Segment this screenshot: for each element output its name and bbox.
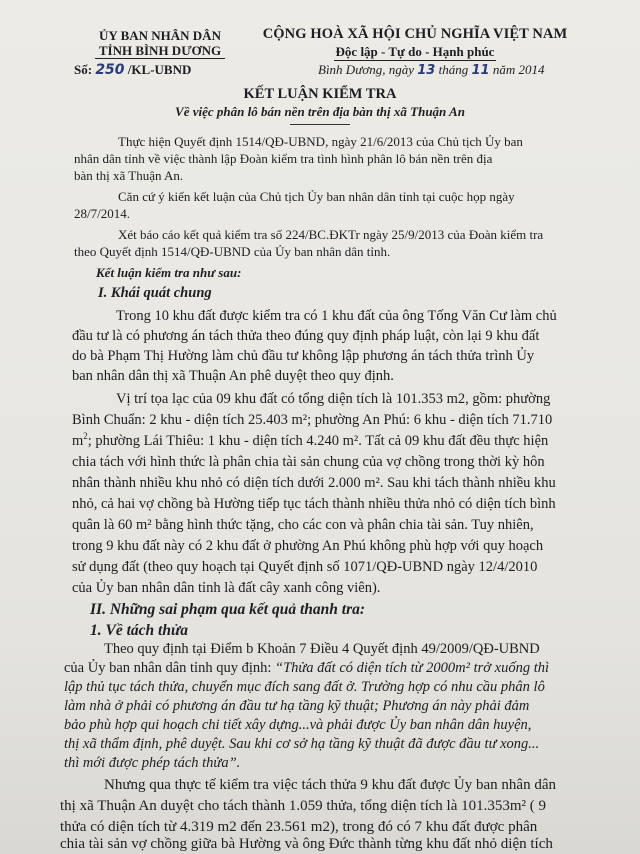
s1p1-line-4: ban nhân dân thị xã Thuận An phê duyệt theo quy định. — [72, 368, 394, 384]
date-month-word: tháng — [438, 62, 469, 77]
s2p2-line-1: Nhưng qua thực tế kiểm tra việc tách thửa 9 khu đất được Ủy ban nhân dân — [104, 777, 556, 793]
document-title: KẾT LUẬN KIỂM TRA — [243, 86, 397, 102]
para-1-line-1: Thực hiện Quyết định 1514/QĐ-UBND, ngày 21/6/2013 của Chủ tịch Ủy ban — [118, 134, 523, 149]
date-day-handwritten: 13 — [417, 63, 436, 78]
national-heading — [250, 26, 580, 61]
date-month-handwritten: 11 — [471, 63, 490, 78]
s1p2-line-4: chia tách với hình thức là phân chia tài sản chung của vợ chồng trong thời kỳ hôn — [72, 454, 545, 470]
s2p1-line-7: thì mới được phép tách thửa”. — [64, 755, 241, 771]
s1p2-line-2: Bình Chuẩn: 2 khu - diện tích 25.403 m²; phường An Phú: 6 khu - diện tích 71.710 — [72, 412, 553, 428]
s1p2-line-7: quân là 60 m² bằng hình thức tặng, cho các con và phân chia tài sản. Tuy nhiên, — [72, 517, 534, 533]
s2p2-line-2: thị xã Thuận An duyệt cho tách thành 1.059 thửa, tổng diện tích là 101.353m² ( 9 — [60, 798, 547, 814]
s2p2-line-3: thửa có diện tích từ 4.319 m2 đến 23.561 m2), trong đó có 7 khu đất được phân — [60, 819, 538, 835]
s2p1-line-3: lập thủ tục tách thửa, chuyển mục đích sang đất ở. Trường hợp có nhu cầu phân lô — [64, 679, 545, 695]
para-3-line-1: Xét báo cáo kết quả kiểm tra số 224/BC.ĐKTr ngày 25/9/2013 của Đoàn kiểm tra — [118, 227, 544, 242]
s1p2-line-1: Vị trí tọa lạc của 09 khu đất có tổng diện tích là 101.353 m2, gồm: phường — [116, 391, 551, 407]
date-prefix: Bình Dương, ngày — [318, 62, 414, 77]
para-2-line-2: 28/7/2014. — [74, 206, 130, 221]
s2p1-line-6: thị xã thẩm định, phê duyệt. Sau khi cơ sở hạ tầng kỹ thuật đã được đầu tư xong... — [64, 736, 540, 752]
document-date — [318, 62, 544, 78]
s2p1-line-4: làm nhà ở phải có phương án đầu tư hạ tầng kỹ thuật; Phương án này phải đảm — [64, 698, 530, 714]
s2p1-line-2: của Ủy ban nhân dân tỉnh quy định: “Thửa đất có diện tích từ 2000m² trở xuống thì — [64, 660, 550, 676]
conclusion-lead: Kết luận kiểm tra như sau: — [96, 265, 242, 280]
nation-name: CỘNG HOÀ XÃ HỘI CHỦ NGHĨA VIỆT NAM — [262, 26, 568, 42]
title-divider — [290, 124, 350, 125]
issuing-agency — [80, 28, 240, 59]
national-motto: Độc lập - Tự do - Hạnh phúc — [335, 44, 495, 59]
document-subtitle: Về việc phân lô bán nền trên địa bàn thị xã Thuận An — [175, 104, 465, 119]
s1p2-line-10: của Ủy ban nhân dân tỉnh là đất cây xanh công viên). — [72, 580, 381, 596]
s2p2-line-4: chia tài sản vợ chồng giữa bà Hường và ông Đức thành từng khu đất nhỏ diện tích — [60, 836, 553, 852]
section-2-heading: II. Những sai phạm qua kết quả thanh tra: — [90, 601, 366, 618]
s2p1-line-5: bảo phù hợp qui hoạch chi tiết xây dựng...và phải được Ủy ban nhân dân huyện, — [64, 717, 532, 733]
s1p2-line-6: nhỏ, cả hai vợ chồng bà Hường tiếp tục tách thành nhiều thửa nhỏ có diện tích bình — [72, 496, 556, 512]
para-1-line-2: nhân dân tỉnh về việc thành lập Đoàn kiểm tra tình hình phân lô bán nền trên địa — [74, 151, 493, 166]
s2p1-line-1: Theo quy định tại Điểm b Khoản 7 Điều 4 Quyết định 49/2009/QĐ-UBND — [104, 641, 540, 657]
section-2-1-heading: 1. Về tách thửa — [90, 622, 188, 639]
s1p1-line-3: do bà Phạm Thị Hường làm chủ đầu tư không lập phương án tách thửa trình Ủy — [72, 348, 535, 364]
s1p2-line-9: sử dụng đất (theo quy hoạch tại Quyết định số 1071/QĐ-UBND ngày 12/4/2010 — [72, 559, 538, 575]
s1p2-line-3: $m^2$; phường Lái Thiêu: 1 khu - diện tích 4.240 m². Tất cả 09 khu đất đều thực hiện — [72, 431, 549, 449]
agency-line-1: ỦY BAN NHÂN DÂN — [99, 28, 221, 43]
s1p2-line-8: trong 9 khu đất này có 2 khu đất ở phường An Phú không phù hợp với quy hoạch — [72, 538, 544, 554]
para-2-line-1: Căn cứ ý kiến kết luận của Chủ tịch Ủy ban nhân dân tỉnh tại cuộc họp ngày — [118, 189, 515, 204]
date-year: năm 2014 — [492, 62, 545, 77]
number-suffix: /KL-UBND — [127, 62, 192, 77]
s1p1-line-1: Trong 10 khu đất được kiểm tra có 1 khu đất của ông Tống Văn Cư làm chủ — [116, 308, 557, 324]
agency-line-2: TỈNH BÌNH DƯƠNG — [95, 43, 225, 59]
para-1-line-3: bàn thị xã Thuận An. — [74, 168, 184, 183]
section-1-heading: I. Khái quát chung — [98, 285, 212, 301]
s1p2-line-5: nhân thành nhiều khu nhỏ có diện tích dưới 2.000 m². Sau khi tách thành nhiều khu — [72, 475, 556, 491]
para-3-line-2: theo Quyết định 1514/QĐ-UBND của Ủy ban nhân dân tỉnh. — [74, 244, 391, 259]
number-prefix: Số: — [74, 62, 93, 77]
number-value-handwritten: 250 — [95, 62, 125, 78]
document-number — [74, 62, 191, 78]
s1p1-line-2: đầu tư là có phương án tách thửa theo đúng quy định pháp luật, còn lại 9 khu đất — [72, 328, 540, 344]
